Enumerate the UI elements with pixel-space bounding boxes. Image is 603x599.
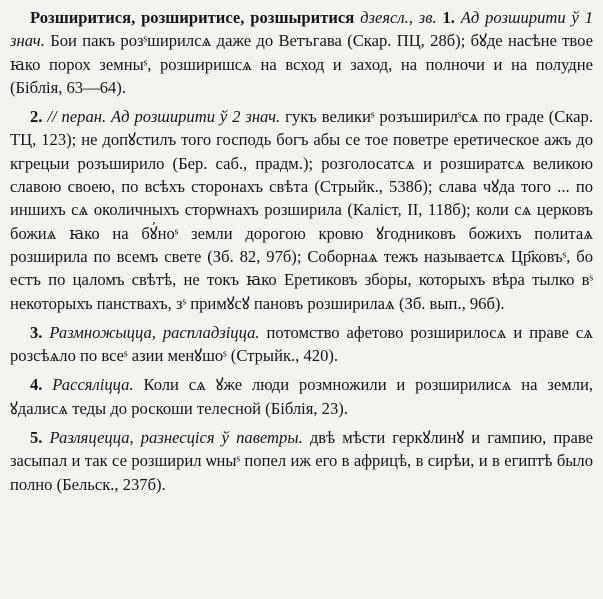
entry-sense-2 [10,105,593,315]
sense-2-number: 2. [30,107,43,127]
sense-5-number: 5. [30,428,43,448]
sense-3-label: Размножыцца, распладзіцца. [49,322,260,342]
sense-5-label: Разляцецца, разнесціся ў паветры. [49,428,303,448]
entry-sense-3 [10,321,593,368]
sense-1-quotation: Бои пакъ розˢширилсѧ даже до Ветъгава (Скар. ПЦ, 28б); бꙋде насѣне твое ꙗко порох земныˢ, розширишсѧ на всход и заход, на полночи и на полудне (Біблія, 63—64). [10,31,594,97]
grammar-label: дзеясл., зв. [360,8,437,27]
sense-4-number: 4. [30,375,43,395]
sense-2-quotation: гукъ великиˢ розъширилˢсѧ по граде (Скар. ТЦ, 123); не допꙋстилъ того господь богъ абы се тое поветре еретическое ажъ до кгрецыи розъширило (Бер. саб., прадм.); розголосатсѧ и розширатсѧ великою славою своею, по всѣхъ сторонахъ свѣта (Стрыйк., 538б); слава чꙋда того ... по иншихъ сѧ околичныхъ сторѡнахъ розширила (Каліст, II, 118б); коли сѧ церковъ божиѧ ꙗко на бꙋ҆ноˢ земли дорогою кровю ꙋгодниковъ божихъ политаѧ розширила по всемъ свете (Зб. 82, 97б); Соборнаѧ тежъ называетсѧ Цр҃ковъˢ, бо естъ по цаломъ свѣтѣ, не токъ ꙗко Еретиковъ зборы, которыхъ вѣра тылко вˢ некоторыхъ панствахъ, зˢ примꙋсꙋ пановъ розширилаѧ (Зб. вып., 96б). [10,107,593,313]
sense-1-number: 1. [442,8,455,27]
sense-2-label: // перан. Ад розширити ў 2 знач. [47,107,281,127]
sense-3-quotation: потомство афетово розширилосѧ и праве сѧ розсѣѧло по всеˢ азии менꙋшоˢ (Стрыйк., 420). [10,322,593,366]
sense-4-label: Рассяліцца. [52,375,134,395]
entry-sense-4 [10,373,593,420]
sense-3-number: 3. [30,322,43,342]
headword: Розширитися, розширитисе, розшыритися [30,8,355,27]
sense-4-quotation: Коли сѧ ꙋже люди розмножили и розширилисѧ на земли, ꙋдалисѧ теды до роскоши телесной (Біблія, 23). [10,375,593,418]
sense-1-definition: Ад розширити ў 1 знач. [10,8,594,51]
sense-5-quotation: двѣ мѣсти геркꙋлинꙋ и гампию, праве засыпал и так се розширил ѡныˢ попел иж его в африцѣ, в сирѣи, и в египтѣ было полно (Бельск., 237б). [10,428,593,494]
entry-sense-1 [10,6,593,99]
entry-sense-5 [10,426,593,496]
